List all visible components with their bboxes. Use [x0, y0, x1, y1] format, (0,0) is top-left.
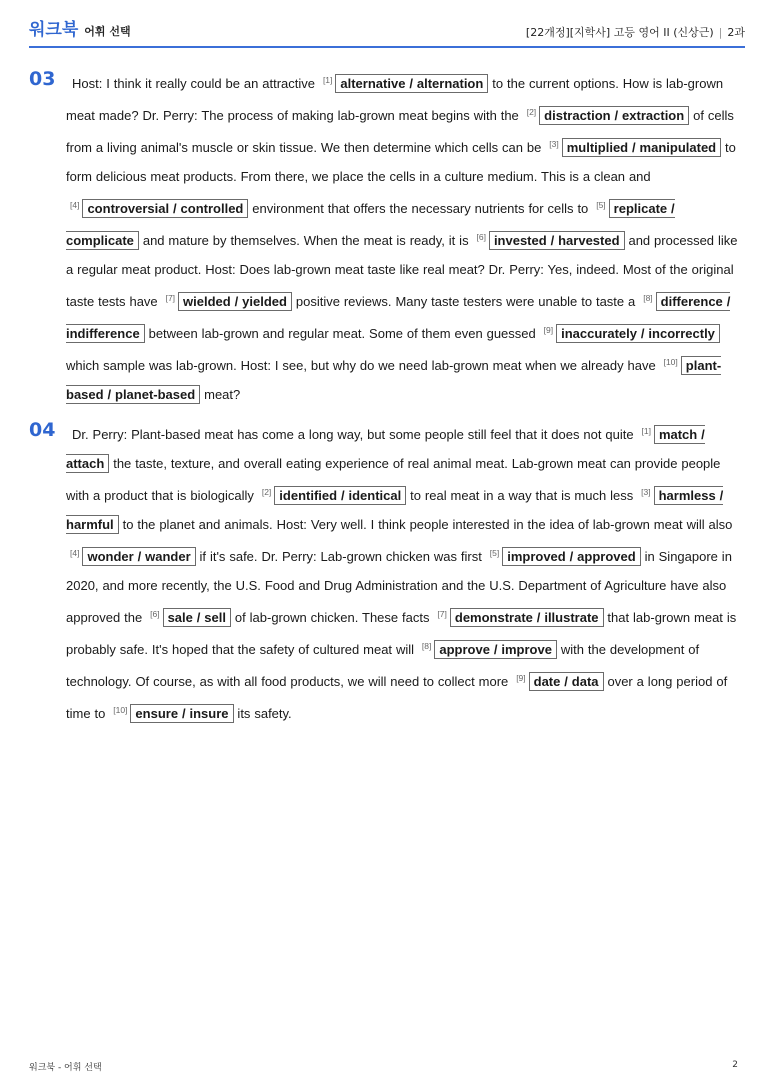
passage-text: to the current options. How is lab-grown meat made? Dr. Perry: The process of making lab-grown meat begins with the — [66, 76, 724, 123]
word-choice-box[interactable]: multiplied / manipulated — [562, 138, 721, 157]
word-choice-box[interactable]: sale / sell — [163, 608, 231, 627]
blank-number: [4] — [70, 200, 80, 210]
passage-text: and mature by themselves. When the meat is ready, it is — [138, 233, 473, 248]
page-header — [29, 18, 745, 48]
blank-number: [8] — [421, 641, 432, 651]
blank-number: [2] — [526, 107, 537, 117]
brand — [29, 15, 131, 40]
word-choice-box[interactable]: identified / identical — [274, 486, 406, 505]
word-choice-box[interactable]: plant-based / planet-based — [66, 358, 722, 402]
vocab-choice-item — [66, 549, 196, 564]
passage-text: its safety. — [233, 706, 292, 721]
passage-text: if it's safe. Dr. Perry: Lab-grown chicken was first — [195, 549, 486, 564]
blank-number: [1] — [641, 426, 651, 436]
vocab-choice-item — [319, 76, 488, 91]
blank-number: [10] — [663, 357, 678, 367]
blank-number: [6] — [476, 232, 486, 242]
blank-number: [9] — [516, 673, 526, 683]
passage-text: of cells from a living animal's muscle or skin tissue. We then determine which cells can be — [66, 108, 734, 155]
page-number: 2 — [732, 1060, 738, 1070]
blank-number: [2] — [261, 487, 272, 497]
vocab-choice-item — [418, 642, 557, 657]
exercise-section-03 — [29, 66, 738, 409]
word-choice-box[interactable]: harmless / harmful — [66, 488, 724, 532]
page-footer — [29, 1060, 738, 1073]
section-number: 03 — [29, 68, 56, 90]
word-choice-box[interactable]: wonder / wander — [82, 547, 195, 566]
word-choice-box[interactable]: approve / improve — [434, 640, 557, 659]
passage-text: over a long period of time to — [66, 674, 728, 721]
passage-text: to form delicious meat products. From there, we place the cells in a culture medium. This is a clean and — [66, 140, 736, 184]
passage-text: Host: I think it really could be an attractive — [72, 76, 319, 91]
passage-text: to real meat in a way that is much less — [406, 488, 638, 503]
blank-number: [7] — [165, 293, 176, 303]
blank-number: [5] — [489, 548, 500, 558]
word-choice-box[interactable]: replicate / complicate — [66, 201, 675, 248]
footer-title: 워크북 - 어휘 선택 — [29, 1063, 102, 1073]
section-number: 04 — [29, 419, 56, 441]
blank-number: [3] — [549, 139, 559, 149]
vocab-choice-item — [258, 488, 406, 503]
vocab-choice-item — [109, 706, 233, 721]
passage-text: of lab-grown chicken. These facts — [230, 610, 434, 625]
vocab-choice-item — [66, 201, 248, 216]
passage-text: and processed like a regular meat product. Host: Does lab-grown meat taste like real meat? Dr. Perry: Yes, indeed. Most of the original taste tests have — [66, 233, 738, 309]
word-choice-box[interactable]: alternative / alternation — [335, 74, 488, 93]
blank-number: [5] — [596, 200, 606, 210]
passage-text: positive reviews. Many taste testers were unable to taste a — [291, 294, 640, 309]
word-choice-box[interactable]: match / attach — [66, 427, 705, 471]
vocab-choice-item — [472, 233, 624, 248]
word-choice-box[interactable]: invested / harvested — [489, 231, 625, 250]
vocab-choice-item — [146, 610, 231, 625]
passage-text: environment that offers the necessary nutrients for cells to — [248, 201, 593, 216]
header-separator: | — [718, 26, 723, 39]
word-choice-box[interactable]: wielded / yielded — [178, 292, 292, 311]
passage-text: Dr. Perry: Plant-based meat has come a long way, but some people still feel that it does not quite — [72, 427, 638, 442]
vocab-choice-item — [433, 610, 603, 625]
passage-text: meat? — [200, 387, 241, 402]
word-choice-box[interactable]: difference / indifference — [66, 294, 731, 341]
passage-text: in Singapore in 2020, and more recently, the U.S. Food and Drug Administration and the U.S. Department of Agriculture have also approved the — [66, 549, 732, 625]
lesson-label: 2과 — [727, 26, 745, 39]
blank-number: [9] — [543, 325, 554, 335]
course-title: [22개정][지학사] 고등 영어 II (신상근) — [525, 26, 714, 39]
blank-number: [3] — [641, 487, 651, 497]
blank-number: [7] — [437, 609, 447, 619]
blank-number: [4] — [70, 548, 80, 558]
vocab-choice-item — [162, 294, 292, 309]
blank-number: [6] — [150, 609, 160, 619]
blank-number: [10] — [113, 705, 128, 715]
word-choice-box[interactable]: ensure / insure — [130, 704, 233, 723]
passage-text: the taste, texture, and overall eating experience of real animal meat. Lab-grown meat can provide people with a product that is biologically — [66, 456, 721, 503]
passage-text: with the development of technology. Of course, as with all food products, we will need to collect more — [66, 642, 700, 689]
vocab-choice-item — [512, 674, 603, 689]
word-choice-box[interactable]: improved / approved — [502, 547, 640, 566]
word-choice-box[interactable]: inaccurately / incorrectly — [556, 324, 720, 343]
course-info — [526, 24, 745, 40]
passage-text: to the planet and animals. Host: Very well. I think people interested in the idea of lab-grown meat will also — [118, 517, 733, 532]
brand-subtitle: 어휘 선택 — [84, 25, 131, 38]
brand-name: 워크북 — [29, 20, 79, 40]
word-choice-box[interactable]: controversial / controlled — [82, 199, 248, 218]
passage-paragraph — [66, 66, 738, 409]
word-choice-box[interactable]: distraction / extraction — [539, 106, 689, 125]
vocab-choice-item — [540, 326, 720, 341]
passage-text: between lab-grown and regular meat. Some of them even guessed — [144, 326, 540, 341]
passage-paragraph — [66, 417, 738, 728]
word-choice-box[interactable]: demonstrate / illustrate — [450, 608, 604, 627]
vocab-choice-item — [523, 108, 689, 123]
vocab-choice-item — [545, 140, 721, 155]
blank-number: [8] — [643, 293, 653, 303]
vocab-choice-item — [486, 549, 641, 564]
passage-text: which sample was lab-grown. Host: I see, but why do we need lab-grown meat when we already have — [66, 358, 660, 373]
word-choice-box[interactable]: date / data — [529, 672, 604, 691]
exercise-section-04 — [29, 417, 738, 728]
blank-number: [1] — [322, 75, 333, 85]
passage-text: that lab-grown meat is probably safe. It's hoped that the safety of cultured meat will — [66, 610, 737, 657]
